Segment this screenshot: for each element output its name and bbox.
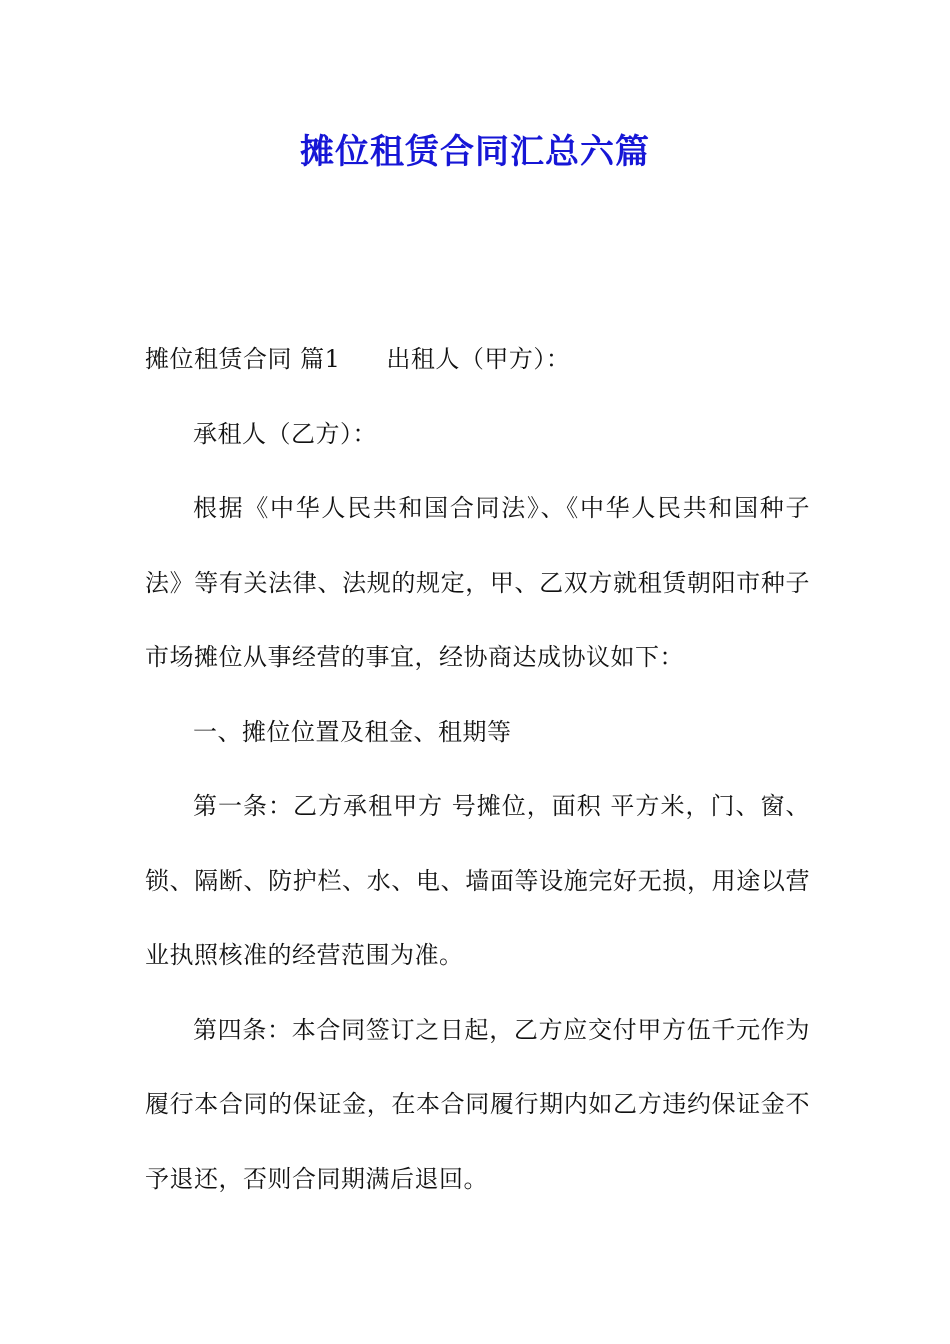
document-title: 摊位租赁合同汇总六篇: [300, 132, 650, 172]
section-heading: 摊位租赁合同 篇1: [145, 345, 341, 373]
document-body: [145, 322, 810, 1216]
article-one-paragraph: 第一条：乙方承租甲方 号摊位，面积 平方米，门、窗、锁、隔断、防护栏、水、电、墙面等设施完好无损，用途以营业执照核准的经营范围为准。: [145, 792, 810, 969]
section-heading-line: [145, 322, 810, 397]
article-four-paragraph: 第四条：本合同签订之日起，乙方应交付甲方伍千元作为履行本合同的保证金，在本合同履行期内如乙方违约保证金不予退还，否则合同期满后退回。: [145, 1015, 810, 1193]
lessee-label: 承租人（乙方）：: [193, 419, 377, 448]
lessor-label: 出租人（甲方）：: [386, 345, 571, 373]
preamble-paragraph: 根据《中华人民共和国合同法》、《中华人民共和国种子法》等有关法律、法规的规定，甲、乙双方就租赁朝阳市种子市场摊位从事经营的事宜，经协商达成协议如下：: [145, 494, 810, 671]
section-one-heading: 一、摊位位置及租金、租期等: [193, 717, 512, 746]
